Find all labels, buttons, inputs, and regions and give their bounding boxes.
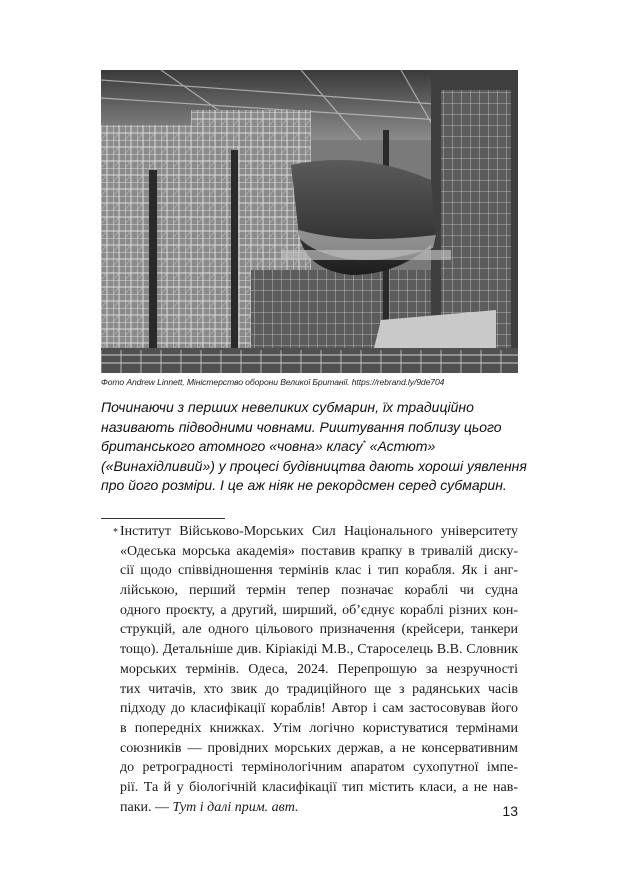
lead-line-part: «Астют» — [365, 438, 436, 454]
footnote-text — [120, 522, 518, 817]
footnote-last-plain: паки. — — [120, 799, 173, 815]
photo-illustration — [101, 70, 518, 373]
footnote-divider — [101, 518, 225, 519]
footnote-line: морських термінів. Одеса, 2024. Перепрошую за незручності — [120, 661, 518, 677]
footnote-line: тощо). Детальніше див. Кіріакіді М.В., Староселець В.В. Словник — [120, 642, 518, 658]
footnote-line: одного проєкту, а другий, ширший, об’єднує кораблі різних кон- — [120, 602, 518, 618]
footnote-line: підходу до класифікації кораблів! Автор і сам застосовував його — [120, 701, 518, 717]
footnote-line: струкцій, але одного цільового призначення (крейсери, танкери — [120, 622, 518, 638]
lead-line: Починаючи з перших невеликих субмарин, їх традиційно — [101, 399, 474, 415]
lead-line: про його розміри. І це аж ніяк не рекордсмен серед субмарин. — [101, 477, 507, 493]
footnote-line — [120, 798, 518, 818]
footnote-marker: * — [113, 527, 118, 538]
footnote-line: рії. Та й у біологічній класифікації тип містить класи, а не нав- — [120, 779, 518, 795]
footnote-line: сії щодо співвідношення термінів клас і тип корабля. Як і анг- — [120, 563, 518, 579]
lead-line-part: британського атомного «човна» класу — [101, 438, 363, 454]
footnote-line: Інститут Військово-Морських Сил Національного університету — [120, 524, 518, 539]
lead-line: називають підводними човнами. Риштування поблизу цього — [101, 418, 502, 435]
lead-paragraph — [101, 398, 527, 496]
lead-line: («Винахідливий») у процесі будівництва дають хороші уявлення — [101, 457, 527, 474]
footnote-line: тих читачів, хто звик до традиційного ще з радянських часів — [120, 681, 518, 697]
lead-line — [101, 437, 511, 457]
footnote-reference[interactable]: * — [362, 439, 366, 448]
footnote-line: «Одеська морська академія» поставив крапку в тривалій диску- — [120, 543, 518, 559]
footnote-line: лійською, перший термін тепер позначає кораблі чи судна — [120, 583, 518, 599]
footnote-attribution: Тут і далі прим. авт. — [172, 799, 299, 815]
photo-caption: Фото Andrew Linnett, Міністерство оборони Великої Британії. https://rebrand.ly/9de704 — [101, 377, 445, 387]
footnote-line: в попередніх книжках. Утім логічно користуватися термінами — [120, 720, 518, 736]
footnote-line: до ретроградності термінологічним апаратом сухопутної імпе- — [120, 760, 518, 776]
submarine-construction-photo — [101, 70, 518, 373]
footnote-line: союзників — провідних морських держав, а не консервативним — [120, 740, 518, 756]
page-number: 13 — [502, 803, 518, 819]
